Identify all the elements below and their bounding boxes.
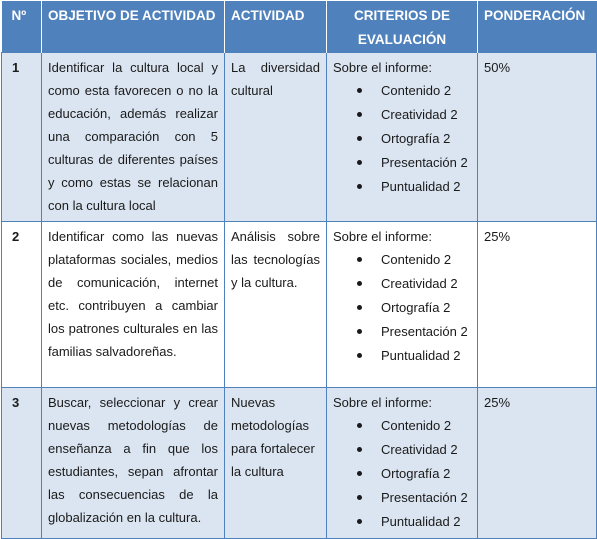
row-objective: Identificar la cultura local y como esta favorecen o no la educación, además realizar una comparación con 5 culturas de diferentes países y como estas se relacionan con la cultura local bbox=[42, 53, 225, 222]
criteria-item bbox=[333, 344, 471, 368]
criteria-list bbox=[333, 79, 471, 199]
criteria-item-label: Presentación 2 bbox=[381, 155, 468, 170]
bullet-icon bbox=[357, 447, 362, 452]
criteria-item-label: Puntualidad 2 bbox=[381, 514, 461, 529]
criteria-item-label: Presentación 2 bbox=[381, 490, 468, 505]
criteria-item-label: Puntualidad 2 bbox=[381, 348, 461, 363]
row-objective: Buscar, seleccionar y crear nuevas metodologías de enseñanza a fin que los estudiantes, sepan afrontar las consecuencias de la globalización en la cultura. bbox=[42, 388, 225, 539]
criteria-item bbox=[333, 486, 471, 510]
row-activity: Nuevas metodologías para fortalecer la cultura bbox=[225, 388, 327, 539]
bullet-icon bbox=[357, 88, 362, 93]
row-weight: 25% bbox=[478, 388, 597, 539]
header-activity: ACTIVIDAD bbox=[225, 1, 327, 53]
table-row bbox=[2, 53, 597, 222]
bullet-icon bbox=[357, 257, 362, 262]
criteria-list bbox=[333, 248, 471, 368]
row-activity: Análisis sobre las tecnologías y la cultura. bbox=[225, 222, 327, 388]
criteria-item bbox=[333, 175, 471, 199]
bullet-icon bbox=[357, 184, 362, 189]
row-criteria bbox=[327, 388, 478, 539]
criteria-intro: Sobre el informe: bbox=[333, 395, 432, 410]
criteria-item-label: Ortografía 2 bbox=[381, 131, 451, 146]
row-number: 1 bbox=[2, 53, 42, 222]
bullet-icon bbox=[357, 329, 362, 334]
criteria-item bbox=[333, 296, 471, 320]
header-weight: PONDERACIÓN bbox=[478, 1, 597, 53]
criteria-item bbox=[333, 462, 471, 486]
criteria-item-label: Ortografía 2 bbox=[381, 300, 451, 315]
header-criteria: CRITERIOS DE EVALUACIÓN bbox=[327, 1, 478, 53]
criteria-item-label: Creatividad 2 bbox=[381, 442, 458, 457]
row-activity: La diversidad cultural bbox=[225, 53, 327, 222]
criteria-item bbox=[333, 320, 471, 344]
evaluation-table bbox=[1, 1, 597, 539]
criteria-item bbox=[333, 127, 471, 151]
criteria-list bbox=[333, 414, 471, 534]
bullet-icon bbox=[357, 423, 362, 428]
table-header-row bbox=[2, 1, 597, 53]
criteria-item bbox=[333, 248, 471, 272]
row-number: 2 bbox=[2, 222, 42, 388]
criteria-intro: Sobre el informe: bbox=[333, 229, 432, 244]
header-objective: OBJETIVO DE ACTIVIDAD bbox=[42, 1, 225, 53]
bullet-icon bbox=[357, 353, 362, 358]
criteria-intro: Sobre el informe: bbox=[333, 60, 432, 75]
criteria-item bbox=[333, 510, 471, 534]
bullet-icon bbox=[357, 305, 362, 310]
table-row bbox=[2, 222, 597, 388]
criteria-item-label: Puntualidad 2 bbox=[381, 179, 461, 194]
criteria-item-label: Creatividad 2 bbox=[381, 107, 458, 122]
criteria-item-label: Ortografía 2 bbox=[381, 466, 451, 481]
row-objective: Identificar como las nuevas plataformas sociales, medios de comunicación, internet etc. contribuyen a cambiar los patrones culturales en las familias salvadoreñas. bbox=[42, 222, 225, 388]
bullet-icon bbox=[357, 281, 362, 286]
criteria-item bbox=[333, 414, 471, 438]
criteria-item bbox=[333, 151, 471, 175]
row-criteria bbox=[327, 53, 478, 222]
bullet-icon bbox=[357, 112, 362, 117]
criteria-item-label: Creatividad 2 bbox=[381, 276, 458, 291]
row-number: 3 bbox=[2, 388, 42, 539]
bullet-icon bbox=[357, 136, 362, 141]
criteria-item-label: Contenido 2 bbox=[381, 83, 452, 98]
criteria-item bbox=[333, 103, 471, 127]
header-number: Nº bbox=[2, 1, 42, 53]
bullet-icon bbox=[357, 495, 362, 500]
criteria-item bbox=[333, 79, 471, 103]
table-row bbox=[2, 388, 597, 539]
criteria-item-label: Presentación 2 bbox=[381, 324, 468, 339]
row-weight: 50% bbox=[478, 53, 597, 222]
row-criteria bbox=[327, 222, 478, 388]
evaluation-table-container bbox=[1, 1, 596, 539]
criteria-item bbox=[333, 438, 471, 462]
bullet-icon bbox=[357, 160, 362, 165]
criteria-item-label: Contenido 2 bbox=[381, 252, 452, 267]
bullet-icon bbox=[357, 519, 362, 524]
criteria-item-label: Contenido 2 bbox=[381, 418, 452, 433]
bullet-icon bbox=[357, 471, 362, 476]
row-weight: 25% bbox=[478, 222, 597, 388]
criteria-item bbox=[333, 272, 471, 296]
